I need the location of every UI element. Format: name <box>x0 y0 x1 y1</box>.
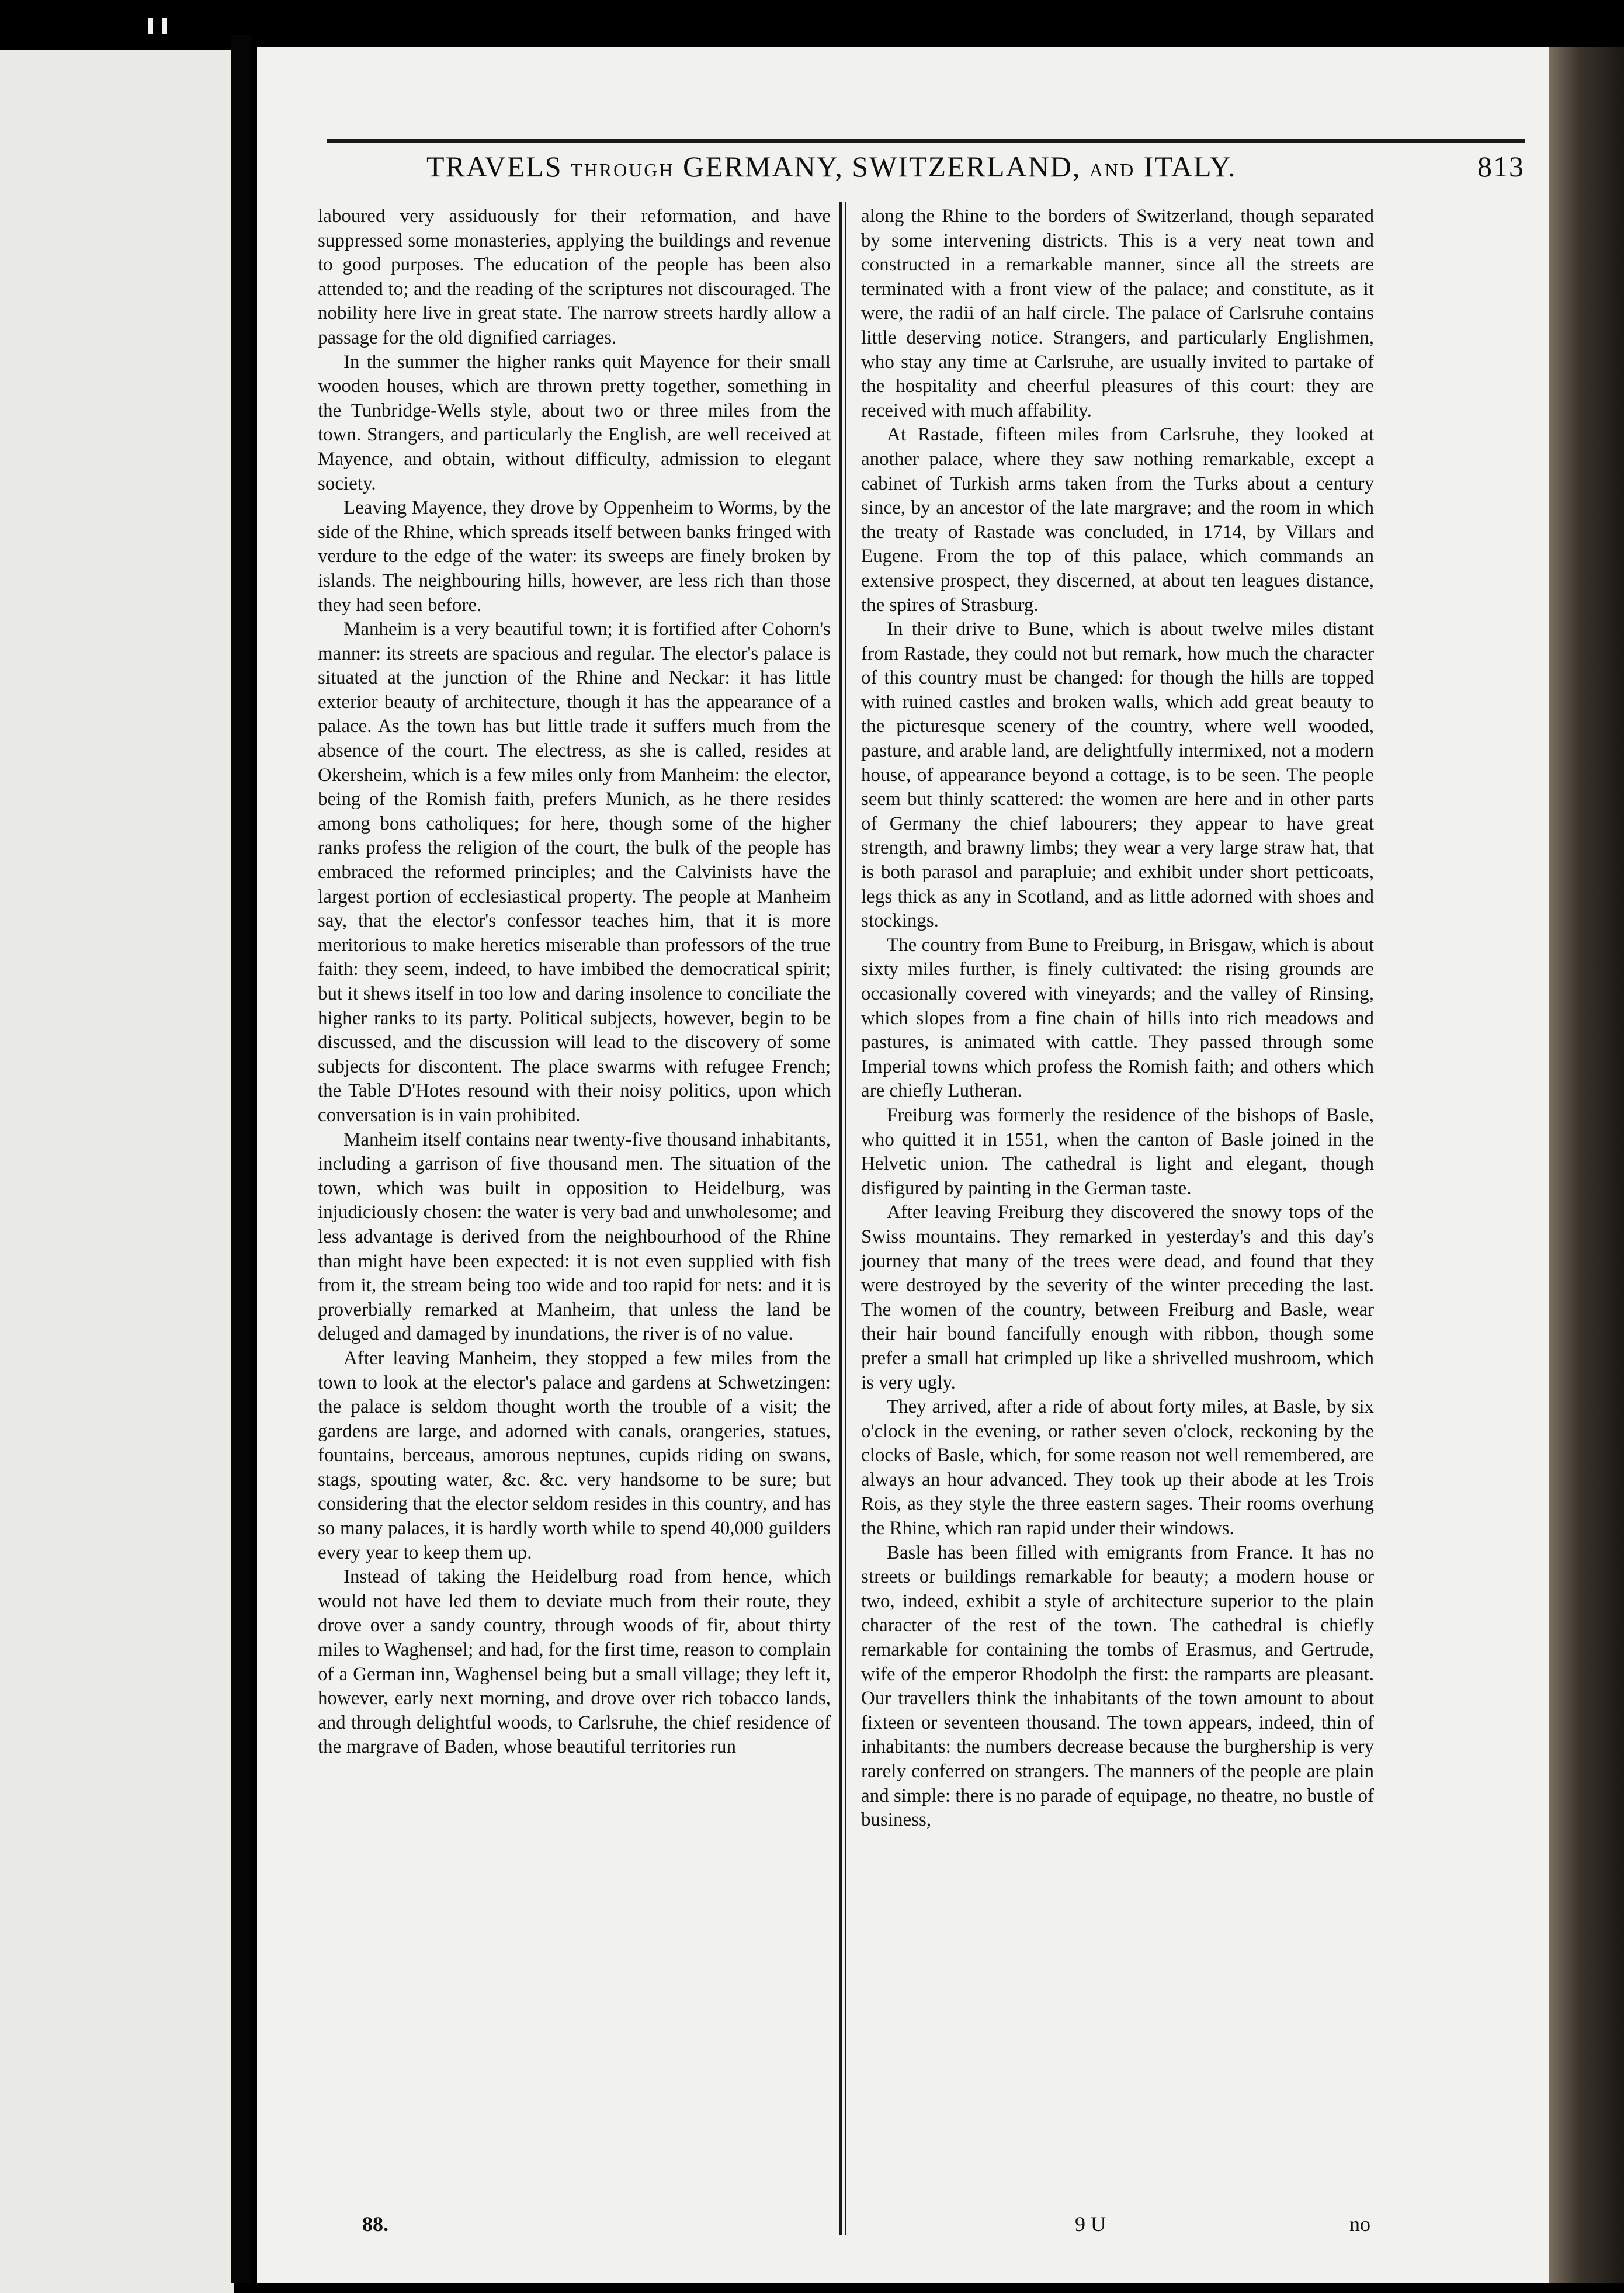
title-word: TRAVELS <box>426 150 563 183</box>
previous-page-edge <box>0 50 234 2293</box>
title-word: ITALY. <box>1143 150 1237 183</box>
page-number: 813 <box>1477 150 1525 183</box>
paragraph: In the summer the higher ranks quit Mayence for their small wooden houses, which are thrown pretty together, something in the Tunbridge-Wells style, about two or three miles from the town. Strangers, and particularly the English, are well received at Mayence, and obtain, without difficulty, admission to elegant society. <box>318 351 831 494</box>
running-title <box>426 150 1237 183</box>
paragraph: Leaving Mayence, they drove by Oppenheim to Worms, by the side of the Rhine, which spreads itself between banks fringed with verdure to the edge of the water: its sweeps are finely broken by islands. The neighbouring hills, however, are less rich than those they had seen before. <box>318 497 831 616</box>
paragraph: along the Rhine to the borders of Switzerland, though separated by some intervening districts. This is a very neat town and constructed in a remarkable manner, since all the streets are terminated with a front view of the palace; and constitute, as it were, the radii of an half circle. The palace of Carlsruhe contains little deserving notice. Strangers, and particularly Englishmen, who stay any time at Carlsruhe, are usually invited to partake of the hospitality and cheerful pleasures of this court: they are received with much affability. <box>861 206 1374 421</box>
paragraph: Manheim is a very beautiful town; it is fortified after Cohorn's manner: its streets are spacious and regular. The elector's palace is situated at the junction of the Rhine and Neckar: it has little exterior beauty of architecture, though it has the appearance of a palace. As the town has but little trade it suffers much from the absence of the court. The electress, as she is called, resides at Okersheim, which is a few miles only from Manheim: the elector, being of the Romish faith, prefers Munich, as he there resides among bons catholiques; for here, though some of the higher ranks profess the religion of the court, the bulk of the people has embraced the reformed principles; and the Calvinists have the largest portion of ecclesiastical property. The people at Manheim say, that the elector's confessor teaches him, that it is more meritorious to make heretics miserable than professors of the true faith: they seem, indeed, to have imbibed the democratical spirit; but it shews itself in too low and daring insolence to conciliate the higher ranks to its party. Political subjects, however, begin to be discussed, and the discussion will lead to the discovery of some subjects for discontent. The place swarms with refugee French; the Table D'Hotes resound with their noisy politics, upon which conversation is in vain prohibited. <box>318 619 831 1126</box>
paragraph: Instead of taking the Heidelburg road from hence, which would not have led them to deviate much from their route, they drove over a sandy country, through woods of fir, about thirty miles to Waghensel; and had, for the first time, reason to complain of a German inn, Waghensel being but a small village; they left it, however, early next morning, and drove over rich tobacco lands, and through delightful woods, to Carlsruhe, the chief residence of the margrave of Baden, whose beautiful territories run <box>318 1566 831 1758</box>
title-word: THROUGH <box>571 159 675 181</box>
running-header <box>327 150 1525 190</box>
paragraph: Freiburg was formerly the residence of the bishops of Basle, who quitted it in 1551, when the canton of Basle joined in the Helvetic union. The cathedral is light and elegant, though disfigured by painting in the German taste. <box>861 1104 1374 1199</box>
paragraph: At Rastade, fifteen miles from Carlsruhe, they looked at another palace, where they saw nothing remarkable, except a cabinet of Turkish arms taken from the Turks about a century since, by an ancestor of the late margrave; and the room in which the treaty of Rastade was concluded, in 1714, by Villars and Eugene. From the top of this palace, which commands an extensive prospect, they discerned, at about ten leagues distance, the spires of Strasburg. <box>861 424 1374 616</box>
binding-mark <box>148 18 153 34</box>
column-divider <box>845 202 846 2235</box>
binding-mark <box>162 18 167 34</box>
paragraph: Manheim itself contains near twenty-five thousand inhabitants, including a garrison of five thousand men. The situation of the town, which was built in opposition to Heidelburg, was injudiciously chosen: the water is very bad and unwholesome; and less advantage is derived from the neighbourhood of the Rhine than might have been expected: it is not even supplied with fish from it, the stream being too wide and too rapid for nets: and it is proverbially remarked at Manheim, that unless the land be deluged and damaged by inundations, the river is of no value. <box>318 1129 831 1345</box>
printer-signature: 9 U <box>1075 2212 1106 2236</box>
paragraph: They arrived, after a ride of about forty miles, at Basle, by six o'clock in the evening, or rather seven o'clock, reckoning by the clocks of Basle, which, for some reason not well remembered, are always an hour advanced. They took up their abode at les Trois Rois, as they style the three eastern sages. Their rooms overhung the Rhine, which ran rapid under their windows. <box>861 1396 1374 1539</box>
left-column <box>318 204 831 1760</box>
page-edge-shadow <box>1549 47 1624 2283</box>
paragraph: After leaving Manheim, they stopped a few miles from the town to look at the elector's palace and gardens at Schwetzingen: the palace is seldom thought worth the trouble of a visit; the gardens are large, and adorned with canals, orangeries, statues, fountains, berceaus, amorous neptunes, cupids riding on swans, stags, spouting water, &c. &c. very handsome to be sure; but considering that the elector seldom resides in this country, and has so many palaces, it is hardly worth while to spend 40,000 guilders every year to keep them up. <box>318 1347 831 1563</box>
paragraph: In their drive to Bune, which is about twelve miles distant from Rastade, they could not but remark, how much the character of this country must be changed: for though the hills are topped with ruined castles and broken walls, which add great beauty to the picturesque scenery of the country, where well wooded, pasture, and arable land, are delightfully intermixed, not a modern house, of appearance beyond a cottage, is to be seen. The people seem but thinly scattered: the women are here and in other parts of Germany the chief labourers; they appear to have great strength, and brawny limbs; they wear a very large straw hat, that is both parasol and parapluie; and exhibit under short petticoats, legs thick as any in Scotland, and as little adorned with shoes and stockings. <box>861 619 1374 932</box>
title-word: GERMANY, SWITZERLAND, <box>683 150 1081 183</box>
gutter-shadow <box>231 35 251 2283</box>
signature-number: 88. <box>362 2212 388 2236</box>
header-rule <box>327 139 1525 143</box>
title-word: AND <box>1089 159 1136 181</box>
paragraph: After leaving Freiburg they discovered the snowy tops of the Swiss mountains. They remarked in yesterday's and this day's journey that many of the trees were dead, and found that they were destroyed by the severity of the winter preceding the last. The women of the country, between Freiburg and Basle, wear their hair bound fancifully enough with ribbon, though some prefer a small hat crimpled up like a shrivelled mushroom, which is very ugly. <box>861 1202 1374 1393</box>
paragraph: laboured very assiduously for their reformation, and have suppressed some monasteries, applying the buildings and revenue to good purposes. The education of the people has been also attended to; and the reading of the scriptures not discouraged. The nobility here live in great state. The narrow streets hardly allow a passage for the old dignified carriages. <box>318 206 831 348</box>
column-divider <box>839 202 842 2235</box>
paragraph: The country from Bune to Freiburg, in Brisgaw, which is about sixty miles further, is finely cultivated: the rising grounds are occasionally covered with vineyards; and the valley of Rinsing, which slopes from a fine chain of hills into rich meadows and pastures, is animated with cattle. They passed through some Imperial towns which profess the Romish faith; and others which are chiefly Lutheran. <box>861 934 1374 1102</box>
catchword: no <box>1349 2212 1370 2236</box>
paragraph: Basle has been filled with emigrants from France. It has no streets or buildings remarkable for beauty; a modern house or two, indeed, exhibit a style of architecture superior to the plain character of the rest of the town. The cathedral is chiefly remarkable for containing the tombs of Erasmus, and Gertrude, wife of the emperor Rhodolph the first: the ramparts are pleasant. Our travellers think the inhabitants of the town amount to about fixteen or seventeen thousand. The town appears, indeed, thin of inhabitants: the numbers decrease because the burghership is very rarely conferred on strangers. The manners of the people are plain and simple: there is no parade of equipage, no theatre, no bustle of business, <box>861 1542 1374 1831</box>
right-column <box>861 204 1374 1833</box>
